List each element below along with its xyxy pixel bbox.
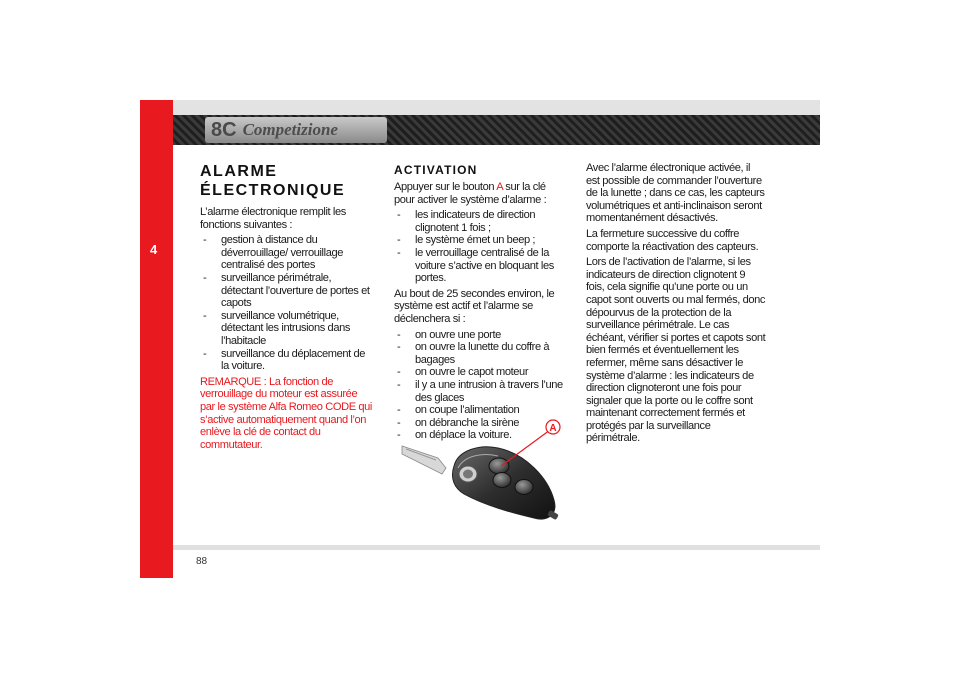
note-text: : La fonction de verrouillage du moteur est assurée par le système Alfa Romeo CODE qui s’active automatiquement quand l’on enlève la clé de contact du commutateur.	[200, 375, 372, 451]
list-item: - on débranche la sirène	[394, 417, 566, 430]
list-item: - on ouvre une porte	[394, 329, 566, 342]
intro-text: L’alarme électronique remplit les fonctions suivantes :	[200, 206, 346, 231]
list-item: - surveillance périmétrale, détectant l’ouverture de portes et capots	[200, 272, 372, 310]
footer-rule	[173, 545, 820, 550]
paragraph: Lors de l’activation de l’alarme, si les indicateurs de direction clignotent 9 fois, cela signifie qu’une porte ou un capot sont ouverts ou mal fermés, donc dépourvus de la protection de la surveillance périmétrale. Le cas échéant, vérifier si portes et capots sont bien fermés et éventuellement les refermer, même sans désactiver le système d’alarme : les indicateurs de direction clignoteront une fois pour signaler que la porte ou le coffre sont maintenant correctement fermés et protégés par la surveillance périmétrale.	[586, 256, 766, 445]
key-figure	[398, 416, 578, 528]
list-item: - on coupe l’alimentation	[394, 404, 566, 417]
list-item: - on ouvre le capot moteur	[394, 366, 566, 379]
right-column	[586, 162, 766, 448]
chapter-tab	[140, 100, 173, 578]
left-column	[200, 162, 372, 454]
list-item: - on ouvre la lunette du coffre à bagages	[394, 341, 566, 366]
trigger-intro: Au bout de 25 secondes environ, le système est actif et l’alarme se déclenchera si :	[394, 287, 555, 325]
list-item: - surveillance volumétrique, détectant les intrusions dans l’habitacle	[200, 310, 372, 348]
note	[200, 376, 372, 452]
paragraph: La fermeture successive du coffre comporte la réactivation des capteurs.	[586, 227, 759, 253]
function-list	[200, 234, 372, 373]
section-title-alarm: ALARME ÉLECTRONIQUE	[200, 163, 346, 199]
button-reference: A	[496, 181, 503, 193]
trunk-button	[515, 480, 533, 495]
list-item: - le verrouillage centralisé de la voiture s’active en bloquant les portes.	[394, 247, 566, 285]
list-item: - il y a une intrusion à travers l’une des glaces	[394, 379, 566, 404]
list-item: - surveillance du déplacement de la voiture.	[200, 348, 372, 373]
remote-key-illustration	[398, 416, 578, 528]
section-title-activation: ACTIVATION	[394, 163, 478, 177]
activation-text-end: sur la clé pour activer le système d’alarme :	[394, 181, 547, 206]
list-item: - on déplace la voiture.	[394, 429, 566, 442]
note-label: REMARQUE	[200, 375, 261, 388]
unlock-button	[493, 473, 511, 488]
brand-logo	[205, 117, 387, 143]
middle-column	[394, 163, 566, 445]
callout-label: A	[549, 423, 557, 434]
page-number: 88	[196, 556, 208, 567]
activation-list	[394, 209, 566, 285]
paragraph: Avec l’alarme électronique activée, il est possible de commander l’ouverture de la lunette ; dans ce cas, les capteurs volumétriques et anti-inclinaison seront momentanément désactivés.	[586, 162, 765, 225]
lock-button	[489, 458, 509, 474]
header-strip	[173, 100, 820, 115]
list-item: - les indicateurs de direction clignotent 1 fois ;	[394, 209, 566, 234]
logo-bc: 8C	[211, 118, 237, 141]
chapter-number: 4	[150, 242, 158, 257]
logo-name: Competizione	[242, 120, 338, 139]
activation-text	[394, 181, 566, 206]
list-item: - gestion à distance du déverrouillage/ verrouillage centralisé des portes	[200, 234, 372, 272]
list-item: - le système émet un beep ;	[394, 234, 566, 247]
activation-text-start: Appuyer sur le bouton	[394, 181, 497, 193]
